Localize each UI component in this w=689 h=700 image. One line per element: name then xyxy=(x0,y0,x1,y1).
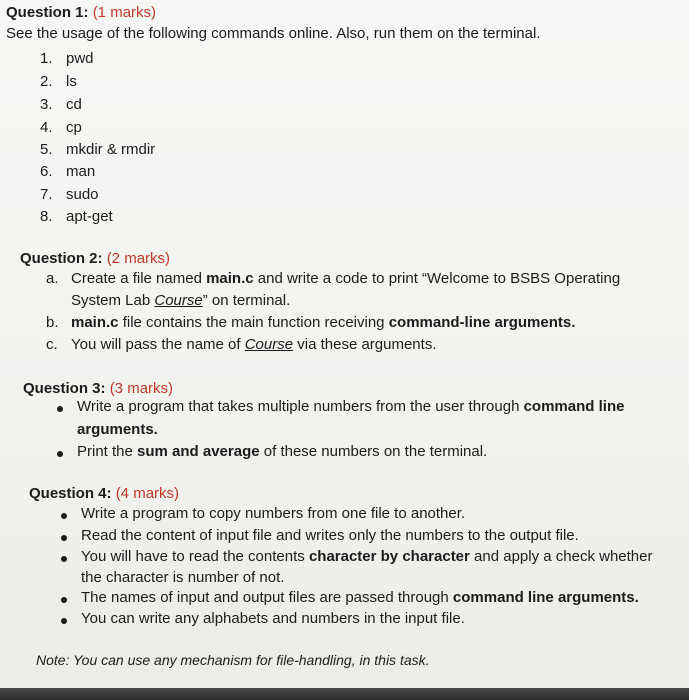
q2-item-a xyxy=(71,270,620,287)
text: ” on terminal. xyxy=(202,292,291,309)
bullet-icon xyxy=(61,618,67,624)
q4-item-5: You can write any alphabets and numbers in the input file. xyxy=(81,610,465,627)
text: of these numbers on the terminal. xyxy=(259,443,488,460)
text: The names of input and output files are passed through xyxy=(81,589,453,606)
bullet-icon xyxy=(61,513,67,519)
underlined-text: Course xyxy=(154,292,203,309)
q1-label: Question 1: xyxy=(6,4,89,21)
text: Print the xyxy=(77,443,138,460)
q3-item-2 xyxy=(77,443,487,460)
text: and write a code to print “Welcome to BSBS Operating xyxy=(253,270,621,287)
text: System Lab xyxy=(71,292,155,309)
q1-item: man xyxy=(66,163,96,180)
q4-heading xyxy=(29,485,179,502)
q4-label: Question 4: xyxy=(29,485,112,502)
q1-item-num: 2. xyxy=(40,73,53,90)
bullet-icon xyxy=(57,451,63,457)
q1-item-num: 7. xyxy=(40,186,53,203)
q3-item-1 xyxy=(77,398,624,415)
q2-letter: b. xyxy=(46,314,59,331)
text: Create a file named xyxy=(71,270,207,287)
text: via these arguments. xyxy=(293,336,437,353)
q2-letter: a. xyxy=(46,270,59,287)
q4-item-4 xyxy=(81,589,639,606)
q1-item: ls xyxy=(66,73,77,90)
bold-text: command-line arguments. xyxy=(388,314,576,331)
note-text: Note: You can use any mechanism for file-handling, in this task. xyxy=(36,652,430,668)
q3-label: Question 3: xyxy=(23,380,106,397)
q1-item: sudo xyxy=(66,186,99,203)
q2-item-c xyxy=(71,336,437,353)
bold-text: command line xyxy=(523,398,625,415)
bullet-icon xyxy=(57,406,63,412)
bold-text: character by character xyxy=(308,548,470,565)
bullet-icon xyxy=(61,535,67,541)
q4-item-2: Read the content of input file and writes only the numbers to the output file. xyxy=(81,527,579,544)
text: You will pass the name of xyxy=(71,336,245,353)
bullet-icon xyxy=(61,556,67,562)
q1-item-num: 8. xyxy=(40,208,53,225)
q4-item-3 xyxy=(81,548,653,565)
text: You will have to read the contents xyxy=(81,548,309,565)
bold-text: main.c xyxy=(206,270,254,287)
q1-marks: (1 marks) xyxy=(92,4,157,21)
bold-text: main.c xyxy=(71,314,119,331)
bottom-edge xyxy=(0,688,689,700)
q3-marks: (3 marks) xyxy=(109,380,174,397)
bold-text: arguments. xyxy=(77,421,158,438)
q1-heading xyxy=(6,4,156,21)
q1-item: cd xyxy=(66,96,82,113)
q4-marks: (4 marks) xyxy=(115,485,180,502)
q2-item-b xyxy=(71,314,575,331)
q1-item-num: 3. xyxy=(40,96,53,113)
q2-item-a-cont xyxy=(71,292,290,309)
underlined-text: Course xyxy=(244,336,294,353)
q4-item-1: Write a program to copy numbers from one file to another. xyxy=(81,505,466,522)
q1-item-num: 5. xyxy=(40,141,53,158)
q3-item-1-cont xyxy=(77,421,158,438)
text: Write a program that takes multiple numbers from the user through xyxy=(77,398,524,415)
q1-item: pwd xyxy=(66,50,94,67)
q1-item: mkdir & rmdir xyxy=(66,141,156,158)
bold-text: sum and average xyxy=(137,443,260,460)
q1-item: cp xyxy=(66,119,82,136)
q2-label: Question 2: xyxy=(20,250,103,267)
q2-letter: c. xyxy=(46,336,58,353)
q4-item-3-cont: the character is number of not. xyxy=(81,569,285,586)
q3-heading xyxy=(23,380,173,397)
q1-item-num: 4. xyxy=(40,119,53,136)
q1-item-num: 1. xyxy=(40,50,53,67)
q1-item-num: 6. xyxy=(40,163,53,180)
text: and apply a check whether xyxy=(469,548,653,565)
q1-item: apt-get xyxy=(66,208,113,225)
bullet-icon xyxy=(61,597,67,603)
text: file contains the main function receiving xyxy=(118,314,389,331)
bold-text: command line arguments. xyxy=(452,589,639,606)
q2-marks: (2 marks) xyxy=(106,250,171,267)
q1-intro: See the usage of the following commands online. Also, run them on the terminal. xyxy=(6,25,541,42)
q2-heading xyxy=(20,250,170,267)
